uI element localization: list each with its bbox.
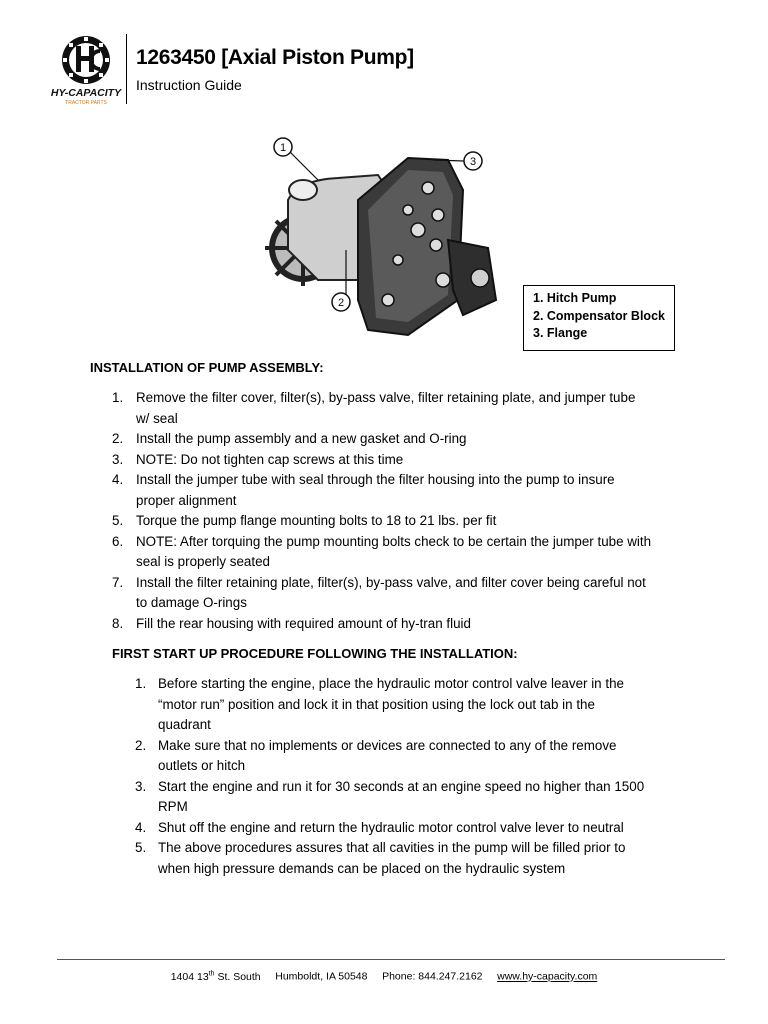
installation-steps <box>112 388 712 634</box>
page-subtitle: Instruction Guide <box>136 77 242 93</box>
list-item-text: The above procedures assures that all cavities in the pump will be filled prior to <box>158 840 626 855</box>
list-item-text: outlets or hitch <box>158 758 246 773</box>
list-item-text: NOTE: Do not tighten cap screws at this time <box>136 451 404 467</box>
callout-2: 2 <box>337 297 345 309</box>
list-item-number: 5. <box>112 513 124 528</box>
list-item <box>135 674 715 736</box>
list-item-text: Fill the rear housing with required amount of hy-tran fluid <box>136 615 471 631</box>
section-heading-startup: FIRST START UP PROCEDURE FOLLOWING THE INSTALLATION: <box>112 646 518 661</box>
header-divider <box>126 34 127 104</box>
footer-address: 1404 13th St. South <box>170 970 261 983</box>
list-item-text: Install the pump assembly and a new gasket and O-ring <box>136 431 467 446</box>
list-item <box>135 736 715 777</box>
list-item <box>135 818 715 839</box>
list-item-text: Start the engine and run it for 30 seconds at an engine speed no higher than 1500 <box>158 778 645 794</box>
figure-legend <box>523 285 675 351</box>
footer-city: Humboldt, IA 50548 <box>275 970 368 983</box>
list-item-text: quadrant <box>158 717 211 732</box>
list-item <box>112 450 712 471</box>
list-item-text: RPM <box>158 799 188 814</box>
list-item <box>112 532 712 573</box>
list-item-number: 6. <box>112 533 124 549</box>
list-item <box>112 573 712 614</box>
list-item-text: proper alignment <box>136 492 237 508</box>
list-item-text: Remove the filter cover, filter(s), by-pass valve, filter retaining plate, and jumper tube <box>136 390 636 405</box>
list-item-text: Torque the pump flange mounting bolts to 18 to 21 lbs. per fit <box>136 513 497 528</box>
list-item-text: when high pressure demands can be placed on the hydraulic system <box>158 860 566 876</box>
logo-wordmark: HY-CAPACITY <box>50 87 122 99</box>
list-item-text: “motor run” position and lock it in that position using the lock out tab in the <box>158 696 595 712</box>
list-item-text: NOTE: After torquing the pump mounting bolts check to be certain the jumper tube with <box>136 533 652 549</box>
legend-item: 2. Compensator Block <box>533 308 665 323</box>
list-item-number: 5. <box>135 840 147 855</box>
list-item-number: 7. <box>112 574 124 590</box>
legend-item: 1. Hitch Pump <box>533 291 617 305</box>
list-item-number: 1. <box>112 390 124 405</box>
list-item-number: 3. <box>135 778 147 794</box>
footer-divider <box>57 959 725 960</box>
list-item-number: 4. <box>112 472 124 487</box>
list-item <box>112 388 712 429</box>
list-item <box>112 470 712 511</box>
list-item-number: 1. <box>135 676 147 691</box>
list-item-number: 3. <box>112 451 124 467</box>
list-item-text: to damage O-rings <box>136 595 247 610</box>
list-item-text: w/ seal <box>136 410 178 426</box>
list-item <box>112 614 712 635</box>
list-item-text: Shut off the engine and return the hydraulic motor control valve lever to neutral <box>158 819 624 835</box>
callout-3: 3 <box>469 156 477 168</box>
list-item-text: Install the jumper tube with seal through the filter housing into the pump to insure <box>136 472 615 487</box>
list-item-number: 2. <box>135 737 147 753</box>
footer-phone: Phone: 844.247.2162 <box>382 970 483 983</box>
list-item-number: 2. <box>112 431 124 446</box>
list-item-number: 4. <box>135 819 147 835</box>
list-item <box>135 838 715 879</box>
company-logo <box>50 34 122 106</box>
list-item-text: Install the filter retaining plate, filter(s), by-pass valve, and filter cover being careful not <box>136 574 646 590</box>
footer <box>0 970 768 983</box>
legend-item: 3. Flange <box>533 326 588 340</box>
list-item-text: Make sure that no implements or devices are connected to any of the remove <box>158 737 617 753</box>
list-item-text: Before starting the engine, place the hydraulic motor control valve leaver in the <box>158 676 624 691</box>
list-item <box>135 777 715 818</box>
callout-1: 1 <box>279 142 287 154</box>
startup-steps <box>135 674 715 879</box>
section-heading-installation: INSTALLATION OF PUMP ASSEMBLY: <box>90 360 324 375</box>
footer-website-link[interactable]: www.hy-capacity.com <box>497 970 598 983</box>
list-item-number: 8. <box>112 615 124 631</box>
pump-illustration <box>258 130 508 345</box>
list-item <box>112 511 712 532</box>
list-item <box>112 429 712 450</box>
logo-tagline: TRACTOR PARTS <box>65 100 107 106</box>
page-title: 1263450 [Axial Piston Pump] <box>136 46 414 69</box>
list-item-text: seal is properly seated <box>136 554 270 569</box>
